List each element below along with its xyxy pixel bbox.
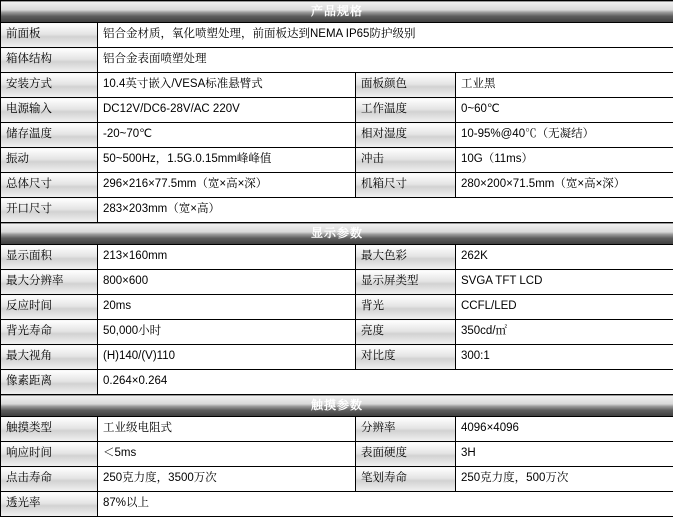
row-label: 安装方式 (1, 73, 98, 98)
row-label: 点击寿命 (1, 467, 98, 492)
row-label: 工作温度 (356, 98, 456, 123)
row-label: 前面板 (1, 23, 98, 48)
table-row (1, 173, 673, 198)
row-label: 显示屏类型 (356, 270, 456, 295)
row-value: 250克力度，3500万次 (98, 467, 356, 492)
table-row (1, 295, 673, 320)
row-value: 工业级电阻式 (98, 417, 356, 442)
row-label: 电源输入 (1, 98, 98, 123)
row-label: 显示面积 (1, 245, 98, 270)
row-value: 10-95%@40℃（无凝结） (456, 123, 673, 148)
row-value: 350cd/㎡ (456, 320, 673, 345)
row-value: 0.264×0.264 (98, 370, 673, 395)
section-title: 产品规格 (1, 1, 673, 23)
table-row (1, 245, 673, 270)
row-label: 像素距离 (1, 370, 98, 395)
row-value: SVGA TFT LCD (456, 270, 673, 295)
section-header-display (1, 223, 673, 245)
row-label: 箱体结构 (1, 48, 98, 73)
row-label: 最大视角 (1, 345, 98, 370)
row-label: 触摸类型 (1, 417, 98, 442)
row-value: CCFL/LED (456, 295, 673, 320)
row-value: 20ms (98, 295, 356, 320)
row-value: 800×600 (98, 270, 356, 295)
row-value: 213×160mm (98, 245, 356, 270)
row-value: (H)140/(V)110 (98, 345, 356, 370)
table-row (1, 148, 673, 173)
row-label: 振动 (1, 148, 98, 173)
table-row (1, 123, 673, 148)
row-value: 250克力度，500万次 (456, 467, 673, 492)
row-value: 0~60℃ (456, 98, 673, 123)
table-row (1, 345, 673, 370)
row-value: 283×203mm（宽×高） (98, 198, 673, 223)
table-row (1, 270, 673, 295)
row-label: 背光寿命 (1, 320, 98, 345)
row-label: 透光率 (1, 492, 98, 517)
row-label: 相对湿度 (356, 123, 456, 148)
table-row (1, 198, 673, 223)
table-row (1, 370, 673, 395)
row-value: 10G（11ms） (456, 148, 673, 173)
row-value: ＜5ms (98, 442, 356, 467)
row-value: DC12V/DC6-28V/AC 220V (98, 98, 356, 123)
section-title: 触摸参数 (1, 395, 673, 417)
row-label: 分辨率 (356, 417, 456, 442)
row-value: 3H (456, 442, 673, 467)
section-header-touch (1, 395, 673, 417)
row-label: 面板颜色 (356, 73, 456, 98)
row-value: 50~500Hz，1.5G.0.15mm峰峰值 (98, 148, 356, 173)
row-value: 300:1 (456, 345, 673, 370)
row-value: 262K (456, 245, 673, 270)
row-label: 反应时间 (1, 295, 98, 320)
row-value: 50,000小时 (98, 320, 356, 345)
row-label: 冲击 (356, 148, 456, 173)
row-value: 280×200×71.5mm（宽×高×深） (456, 173, 673, 198)
row-label: 总体尺寸 (1, 173, 98, 198)
row-value: 工业黑 (456, 73, 673, 98)
row-label: 最大分辨率 (1, 270, 98, 295)
table-row (1, 492, 673, 517)
row-value: -20~70℃ (98, 123, 356, 148)
row-label: 储存温度 (1, 123, 98, 148)
table-row (1, 417, 673, 442)
row-value: 铝合金表面喷塑处理 (98, 48, 673, 73)
row-value: 296×216×77.5mm（宽×高×深） (98, 173, 356, 198)
table-row (1, 23, 673, 48)
row-label: 背光 (356, 295, 456, 320)
row-label: 最大色彩 (356, 245, 456, 270)
row-label: 表面硬度 (356, 442, 456, 467)
row-label: 对比度 (356, 345, 456, 370)
row-label: 开口尺寸 (1, 198, 98, 223)
row-value: 铝合金材质，氧化喷塑处理，前面板达到NEMA IP65防护级别 (98, 23, 673, 48)
table-row (1, 48, 673, 73)
table-row (1, 467, 673, 492)
table-row (1, 98, 673, 123)
row-label: 机箱尺寸 (356, 173, 456, 198)
row-value: 87%以上 (98, 492, 673, 517)
section-header-product (1, 1, 673, 23)
row-label: 笔划寿命 (356, 467, 456, 492)
table-row (1, 442, 673, 467)
row-value: 4096×4096 (456, 417, 673, 442)
row-value: 10.4英寸嵌入/VESA标准悬臂式 (98, 73, 356, 98)
table-row (1, 73, 673, 98)
section-title: 显示参数 (1, 223, 673, 245)
row-label: 响应时间 (1, 442, 98, 467)
table-row (1, 320, 673, 345)
row-label: 亮度 (356, 320, 456, 345)
